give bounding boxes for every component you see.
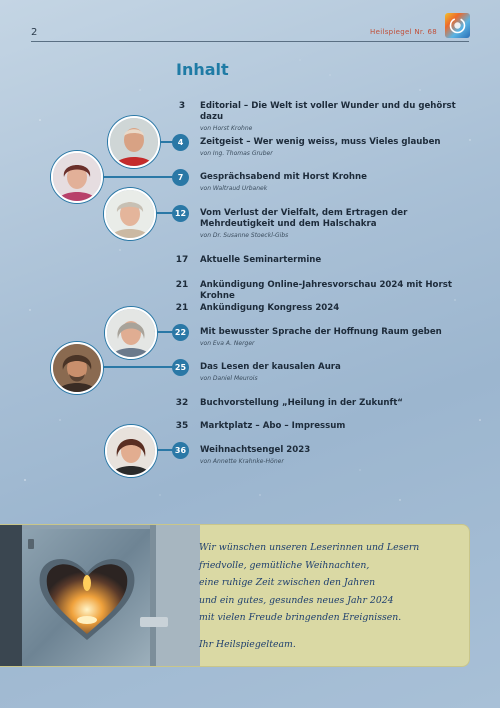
toc-entry[interactable] [172, 421, 500, 432]
toc-title: Inhalt [176, 60, 229, 79]
toc-entry[interactable] [172, 208, 500, 239]
toc-entry-author: von Daniel Meurois [200, 375, 258, 382]
author-portrait [105, 307, 157, 359]
toc-entry[interactable] [172, 445, 500, 465]
toc-entry[interactable] [172, 137, 500, 157]
toc-page-circle: 7 [172, 169, 189, 186]
page-header [31, 27, 469, 42]
author-portrait [51, 342, 103, 394]
toc-entry-title: Ankündigung Kongress 2024 [200, 303, 340, 313]
toc-page-number: 3 [178, 101, 186, 111]
toc-entry[interactable] [172, 255, 500, 266]
toc-entry-title: Zeitgeist – Wer wenig weiss, muss Vieles glauben [200, 137, 441, 147]
toc-page-number: 32 [175, 398, 189, 408]
connector-line [102, 176, 174, 178]
greeting-line: Wir wünschen unseren Leserinnen und Lesern [199, 542, 420, 553]
toc-entry-title: Mit bewusster Sprache der Hoffnung Raum geben [200, 327, 442, 337]
toc-entry-title: Marktplatz – Abo – Impressum [200, 421, 346, 431]
connector-line [154, 331, 174, 333]
toc-entry-author: von Horst Krohne [200, 125, 253, 132]
toc-entry-author: von Eva A. Nerger [200, 340, 255, 347]
greeting-signature: Ihr Heilspiegelteam. [199, 638, 296, 650]
greeting-line: friedvolle, gemütliche Weihnachten, [199, 559, 370, 571]
toc-entry[interactable] [172, 280, 500, 302]
connector-line [154, 449, 174, 451]
toc-entry[interactable] [172, 101, 500, 132]
toc-entry-author: von Waltraud Urbanek [200, 185, 268, 192]
greeting-banner [0, 524, 470, 667]
toc-entry[interactable] [172, 362, 500, 382]
toc-page-number: 21 [175, 280, 189, 290]
toc-page-circle: 36 [172, 442, 189, 459]
toc-page-circle: 22 [172, 324, 189, 341]
toc-page-circle: 25 [172, 359, 189, 376]
toc-entry[interactable] [172, 398, 500, 409]
toc-page-number: 21 [175, 303, 189, 313]
magazine-name: Heilspiegel Nr. 68 [370, 28, 437, 36]
author-portrait [105, 425, 157, 477]
toc-entry-title: Aktuelle Seminartermine [200, 255, 322, 265]
greeting-line: mit vielen Freude bringenden Ereignissen. [199, 612, 402, 624]
toc-entry-author: von Dr. Susanne Stoeckl-Gibs [200, 232, 289, 239]
toc-entry-author: von Annette Krahnke-Höner [200, 458, 284, 465]
toc-entry-title: Ankündigung Online-Jahresvorschau 2024 mit Horst Krohne [200, 280, 452, 301]
toc-entry-title: Buchvorstellung „Heilung in der Zukunft“ [200, 398, 403, 408]
toc-entry-title: Vom Verlust der Vielfalt, dem Ertragen der Mehrdeutigkeit und dem Halschakra [200, 208, 408, 229]
heilspiegel-logo-icon [445, 13, 470, 38]
author-portrait [104, 188, 156, 240]
connector-line [154, 212, 174, 214]
toc-entry[interactable] [172, 327, 500, 347]
greeting-line: und ein gutes, gesundes neues Jahr 2024 [199, 594, 394, 606]
toc-entry-title: Weihnachtsengel 2023 [200, 445, 311, 455]
greeting-line: eine ruhige Zeit zwischen den Jahren [199, 577, 376, 589]
toc-entry-title: Gesprächsabend mit Horst Krohne [200, 172, 367, 182]
toc-entry-title: Das Lesen der kausalen Aura [200, 362, 341, 372]
toc-page-number: 17 [175, 255, 189, 265]
author-portrait [51, 151, 103, 203]
toc-entry-author: von Ing. Thomas Gruber [200, 150, 273, 157]
toc-page-number: 35 [175, 421, 189, 431]
toc-page-circle: 12 [172, 205, 189, 222]
toc-entry[interactable] [172, 172, 500, 192]
toc-page-circle: 4 [172, 134, 189, 151]
toc-entry-title: Editorial – Die Welt ist voller Wunder und du gehörst dazu [200, 101, 456, 122]
connector-line [102, 366, 174, 368]
greeting-text [199, 539, 461, 654]
heart-lantern-image [0, 525, 200, 666]
page-number: 2 [31, 27, 38, 38]
author-portrait [108, 116, 160, 168]
toc-entry[interactable] [172, 303, 500, 314]
